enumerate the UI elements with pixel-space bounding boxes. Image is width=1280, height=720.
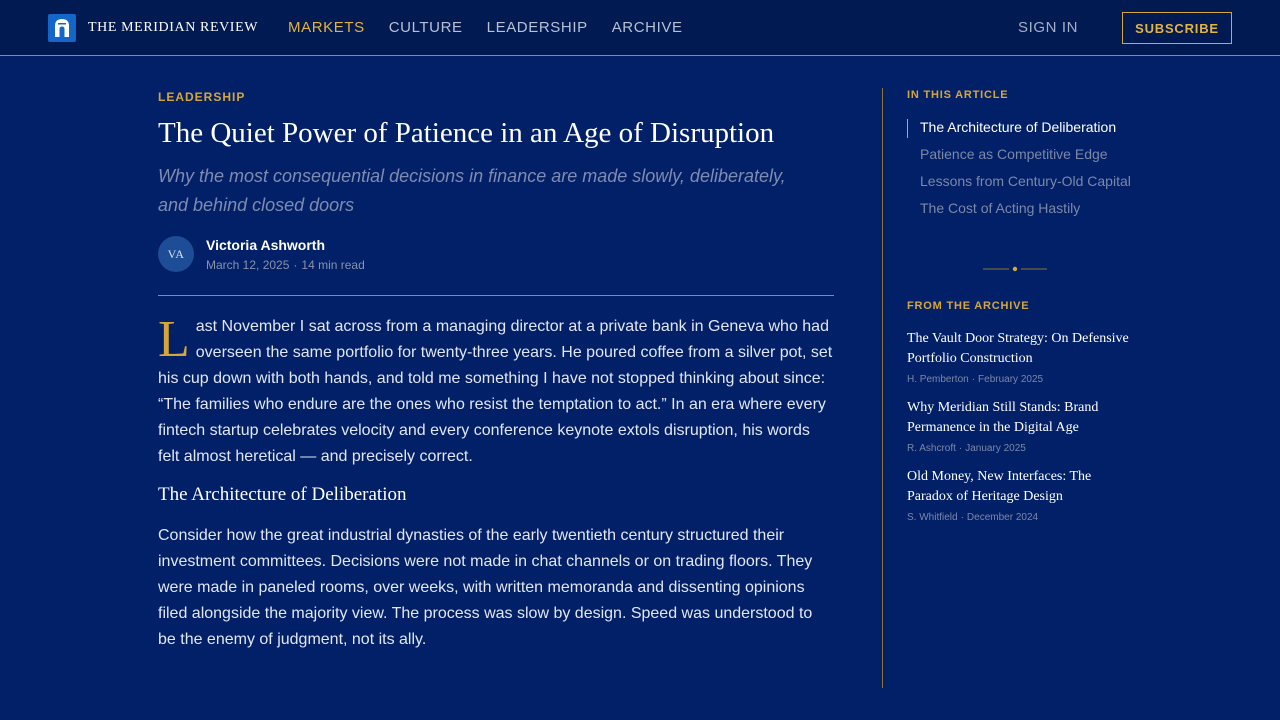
archive-item-date: December 2024 — [966, 512, 1039, 523]
archive-item-title[interactable]: Old Money, New Interfaces: The Paradox of Heritage Design — [907, 469, 1092, 504]
archive-item-title[interactable]: The Vault Door Strategy: On Defensive Portfolio Construction — [907, 331, 1129, 366]
nav-item-leadership[interactable]: LEADERSHIP — [486, 19, 588, 36]
archive-list — [907, 329, 1137, 536]
nav-item-culture[interactable]: CULTURE — [388, 19, 463, 36]
table-of-contents — [907, 118, 1137, 226]
brand-name: THE MERIDIAN REVIEW — [88, 20, 259, 35]
archive-item-meta — [907, 443, 1137, 455]
article-paragraph-1 — [158, 311, 834, 470]
archive-item[interactable] — [907, 398, 1137, 455]
toc-item-century-old-capital[interactable]: Lessons from Century-Old Capital — [920, 173, 1131, 189]
subscribe-button[interactable]: SUBSCRIBE — [1122, 12, 1232, 44]
paragraph-1-text: ast November I sat across from a managing director at a private bank in Geneva who had overseen the same portfolio for twenty-three years. He poured coffee from a silver pot, set his cup down with both hands, and told me something I have not stopped thinking about since: “The families who endure are the ones who resist the temptation to act.” In an era where every fintech startup celebrates velocity and every conference keynote extols disruption, his words felt almost heretical — and precisely correct. — [158, 318, 833, 465]
article-paragraph-2: Consider how the great industrial dynasties of the early twentieth century structured their investment committees. Decisions were not made in chat channels or on trading floors. They were made in paneled rooms, over weeks, with written memoranda and dissenting opinions filed alongside the majority view. The process was slow by design. Speed was understood to be the enemy of judgment, not its ally. — [158, 527, 813, 648]
sign-in-link[interactable]: SIGN IN — [1018, 19, 1079, 36]
primary-nav — [288, 18, 683, 38]
nav-item-markets[interactable]: MARKETS — [288, 19, 365, 36]
meta-separator: · — [293, 258, 298, 272]
toc-heading: IN THIS ARTICLE — [907, 89, 1009, 101]
top-navigation-bar — [0, 0, 1280, 56]
arch-building-icon — [48, 14, 76, 42]
toc-item-acting-hastily[interactable]: The Cost of Acting Hastily — [920, 200, 1081, 216]
toc-item-competitive-edge[interactable]: Patience as Competitive Edge — [920, 146, 1108, 162]
byline — [158, 236, 365, 272]
article-meta — [206, 258, 365, 272]
archive-item-author: H. Pemberton — [907, 374, 969, 385]
meta-separator: · — [960, 512, 964, 523]
meta-separator: · — [958, 443, 963, 454]
archive-heading: FROM THE ARCHIVE — [907, 300, 1030, 312]
archive-item-author: S. Whitfield — [907, 512, 958, 523]
article-category[interactable]: LEADERSHIP — [158, 90, 246, 104]
archive-item-date: February 2025 — [978, 374, 1044, 385]
drop-cap: L — [158, 311, 190, 368]
header-divider — [158, 295, 834, 296]
archive-item[interactable] — [907, 467, 1137, 524]
archive-item-meta — [907, 374, 1137, 386]
section-heading: The Architecture of Deliberation — [158, 484, 407, 505]
nav-item-archive[interactable]: ARCHIVE — [611, 19, 683, 36]
article-headline: The Quiet Power of Patience in an Age of Disruption — [158, 117, 775, 149]
archive-item-meta — [907, 512, 1137, 524]
author-name[interactable]: Victoria Ashworth — [206, 237, 326, 253]
author-avatar[interactable]: VA — [158, 236, 194, 272]
toc-item-architecture[interactable]: The Architecture of Deliberation — [907, 118, 1137, 137]
read-time: 14 min read — [301, 258, 365, 272]
brand-home-link[interactable] — [48, 14, 258, 42]
byline-text — [206, 236, 365, 272]
sidebar-divider — [882, 88, 883, 688]
meta-separator: · — [971, 374, 976, 385]
article-dek: Why the most consequential decisions in finance are made slowly, deliberately, and behind closed doors — [158, 166, 786, 215]
archive-item[interactable] — [907, 329, 1137, 386]
archive-item-title[interactable]: Why Meridian Still Stands: Brand Permanence in the Digital Age — [907, 400, 1099, 435]
archive-item-author: R. Ashcroft — [907, 443, 956, 454]
publish-date: March 12, 2025 — [206, 258, 290, 272]
archive-item-date: January 2025 — [965, 443, 1026, 454]
divider-ornament-icon — [983, 264, 1047, 274]
